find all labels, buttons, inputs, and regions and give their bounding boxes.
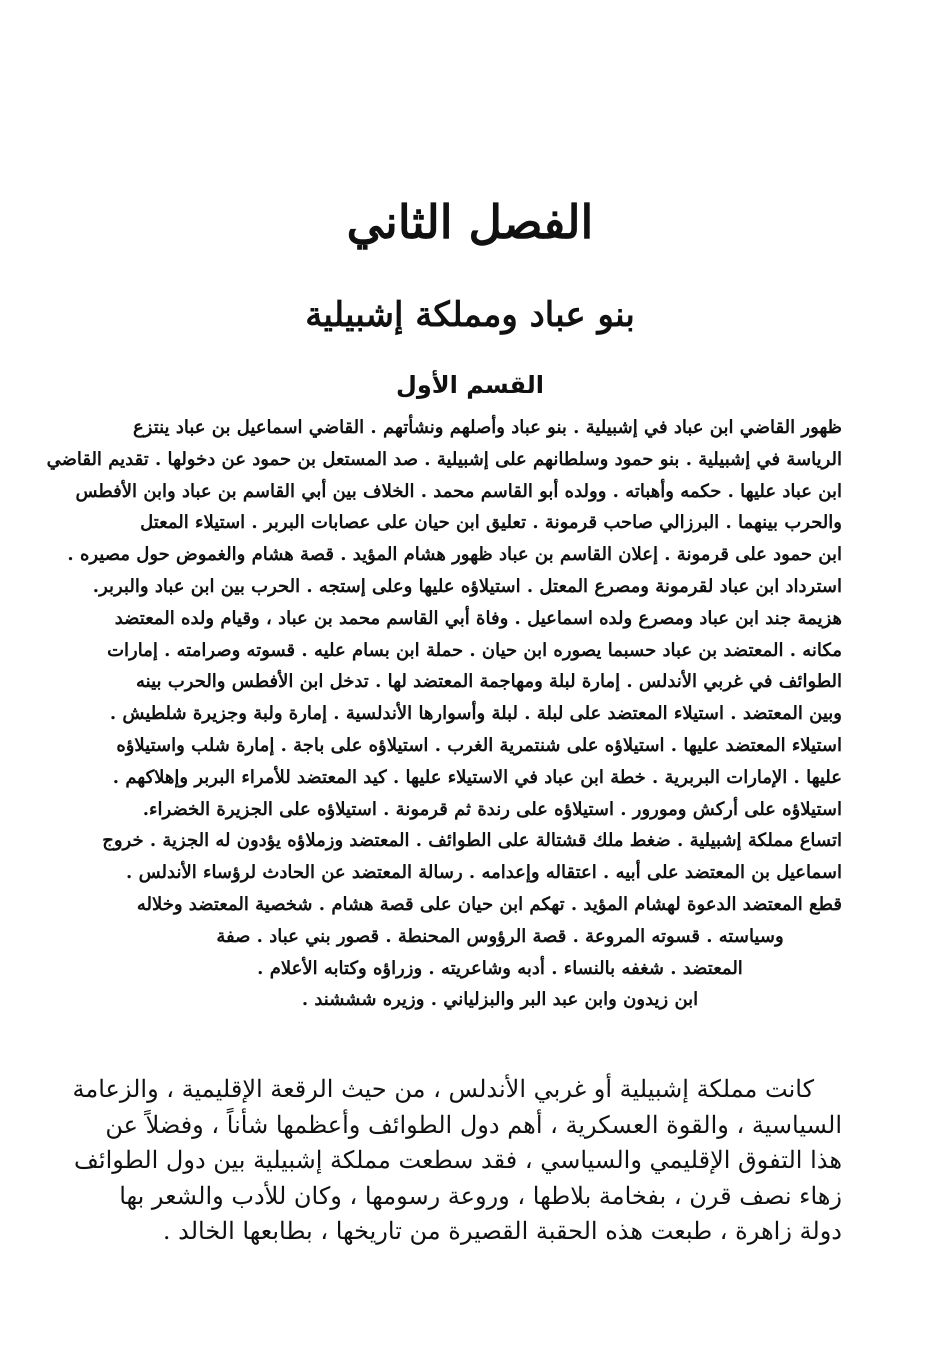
summary-line: ابن عباد عليها . حكمه وأهباته . وولده أبو القاسم محمد . الخلاف بين أبي القاسم بن عباد وابن الأفطس — [75, 480, 842, 502]
summary-line: مكانه . المعتضد بن عباد حسبما يصوره ابن حيان . حملة ابن بسام عليه . قسوته وصرامته . إمارات — [107, 639, 842, 661]
chapter-summary — [46, 412, 842, 1016]
summary-line: استيلاء المعتضد عليها . استيلاؤه على شنتمرية الغرب . استيلاؤه على باجة . إمارة شلب واستيلاؤه — [116, 734, 842, 756]
summary-line: اتساع مملكة إشبيلية . ضغط ملك قشتالة على الطوائف . المعتضد وزملاؤه يؤدون له الجزية . خروج — [102, 830, 842, 852]
summary-line: ابن حمود على قرمونة . إعلان القاسم بن عباد ظهور هشام المؤيد . قصة هشام والغموض حول مصيره . — [67, 544, 842, 566]
summary-line: وسياسته . قسوته المروعة . قصة الرؤوس المحنطة . قصور بني عباد . صفة — [216, 925, 784, 947]
summary-line: وبين المعتضد . استيلاء المعتضد على لبلة . لبلة وأسوارها الأندلسية . إمارة ولبة وجزيرة شلطيش . — [109, 703, 842, 725]
section-title: القسم الأول — [396, 371, 544, 399]
summary-line: والحرب بينهما . البرزالي صاحب قرمونة . تعليق ابن حيان على عصابات البربر . استيلاء المعتل — [140, 512, 842, 534]
summary-line: ابن زيدون وابن عبد البر والبزلياني . وزيره شششند . — [301, 989, 699, 1011]
body-line: دولة زاهرة ، طبعت هذه الحقبة القصيرة من تاريخها ، بطابعها الخالد . — [162, 1217, 842, 1245]
body-paragraph — [72, 1072, 842, 1250]
body-line: زهاء نصف قرن ، بفخامة بلاطها ، وروعة رسومها ، وكان للأدب والشعر بها — [119, 1181, 842, 1210]
summary-line: ظهور القاضي ابن عباد في إشبيلية . بنو عباد وأصلهم ونشأتهم . القاضي اسماعيل بن عباد ينتزع — [133, 417, 842, 438]
body-line: السياسية ، والقوة العسكرية ، أهم دول الطوائف وأعظمها شأناً ، وفضلاً عن — [105, 1110, 842, 1139]
summary-line: استرداد ابن عباد لقرمونة ومصرع المعتل . استيلاؤه عليها وعلى إستجه . الحرب بين ابن عباد والبربر. — [92, 575, 842, 597]
summary-line: استيلاؤه على أركش ومورور . استيلاؤه على رندة ثم قرمونة . استيلاؤه على الجزيرة الخضراء. — [142, 798, 842, 820]
body-line: كانت مملكة إشبيلية أو غربي الأندلس ، من حيث الرقعة الإقليمية ، والزعامة — [72, 1075, 814, 1103]
summary-line: هزيمة جند ابن عباد ومصرع ولده اسماعيل . وفاة أبي القاسم محمد بن عباد ، وقيام ولده المعتضد — [114, 607, 842, 629]
body-line: هذا التفوق الإقليمي والسياسي ، فقد سطعت مملكة إشبيلية بين دول الطوائف — [74, 1146, 842, 1174]
summary-line: الرياسة في إشبيلية . بنو حمود وسلطانهم على إشبيلية . صد المستعل بن حمود عن دخولها . تقديم القاضي — [46, 448, 842, 470]
summary-line: قطع المعتضد الدعوة لهشام المؤيد . تهكم ابن حيان على قصة هشام . شخصية المعتضد وخلاله — [136, 893, 842, 915]
summary-line: عليها . الإمارات البربرية . خطة ابن عباد في الاستيلاء عليها . كيد المعتضد للأمراء البربر وإهلاكهم . — [112, 766, 842, 788]
chapter-subtitle: بنو عباد ومملكة إشبيلية — [305, 295, 635, 335]
summary-line: الطوائف في غربي الأندلس . إمارة لبلة ومهاجمة المعتضد لها . تدخل ابن الأفطس والحرب بينه — [136, 671, 842, 693]
chapter-title: الفصل الثاني — [346, 195, 594, 249]
summary-line: المعتضد . شغفه بالنساء . أدبه وشاعريته . وزراؤه وكتابه الأعلام . — [257, 957, 743, 979]
summary-line: اسماعيل بن المعتضد على أبيه . اعتقاله وإعدامه . رسالة المعتضد عن الحادث لرؤساء الأندلس . — [126, 862, 842, 884]
